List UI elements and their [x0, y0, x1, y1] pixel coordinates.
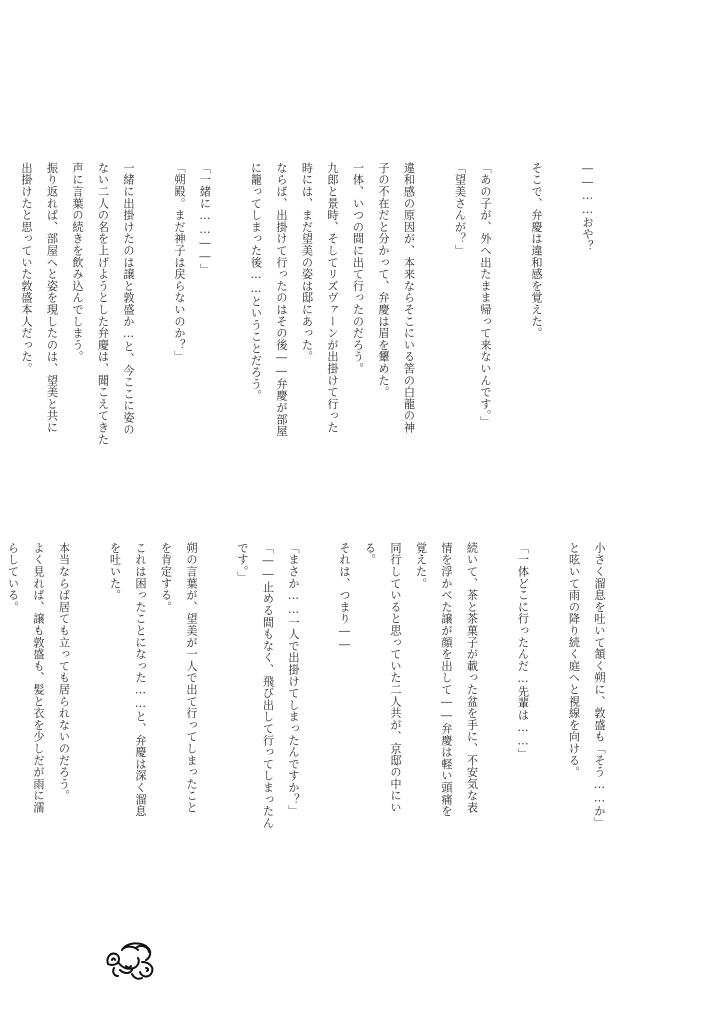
text-line	[549, 162, 575, 502]
text-line: に籠ってしまった後……ということだろう。	[249, 162, 263, 402]
text-line: 出掛けたと思っていた敦盛本人だった。	[20, 162, 33, 375]
text-line: 朔の言葉が、望美が一人で出て行ってしまったこと	[185, 542, 198, 814]
text-line: よく見れば、譲も敦盛も、髪と衣を少しだが雨に濡	[32, 542, 45, 814]
text-line	[141, 162, 167, 502]
text-block-top	[14, 162, 601, 502]
text-block-bottom	[0, 542, 612, 942]
text-line	[204, 542, 230, 942]
text-line	[77, 542, 103, 942]
text-line: 「一緒に……――」	[198, 162, 212, 276]
text-line: 九郎と景時、そしてリズヴァーンが出掛けて行った	[326, 162, 339, 434]
text-line: これは困ったことになった……と、弁慶は深く溜息	[134, 542, 147, 817]
text-line: と呟いて雨の降り続く庭へと視線を向ける。	[567, 542, 581, 778]
text-line: そこで、弁慶は違和感を覚えた。	[530, 162, 543, 339]
text-line	[498, 162, 524, 502]
text-line	[485, 542, 511, 942]
text-line: 時には、まだ望美の姿は邸にあった。	[300, 162, 314, 363]
text-line: 違和感の原因が、本来ならそこにいる筈の白龍の神	[402, 162, 416, 434]
text-line	[422, 162, 448, 502]
text-line: 一緒に出掛けたのは譲と敦盛か…と、今ここに姿の	[122, 162, 135, 436]
text-line: ない二人の名を上げようとした弁慶は、聞こえてきた	[96, 162, 110, 446]
text-line: 「まさか……一人で出掛けてしまったんですか？」	[287, 542, 300, 817]
text-line: それは、つまり――	[338, 542, 351, 652]
text-line	[536, 542, 562, 942]
page-number-doodle-icon	[102, 938, 160, 984]
text-line: 振り返れば、部屋へと姿を現したのは、望美と共に	[45, 162, 59, 434]
text-line	[218, 162, 244, 502]
text-line: 本当ならば居ても立っても居られないのだろう。	[57, 542, 71, 802]
text-line: 「望美さんが？」	[453, 162, 467, 257]
text-line: 続いて、茶と茶菓子が載った盆を手に、不安気な表	[465, 542, 479, 814]
text-line	[306, 542, 332, 942]
text-line: 子の不在だと分かって、弁慶は眉を顰めた。	[377, 162, 390, 398]
text-line: 小さく溜息を吐いて頷く朔に、敦盛も「そう……か」	[593, 542, 606, 829]
text-line: 声に言葉の続きを飲み込んでしまう。	[71, 162, 84, 363]
text-line: を吐いた。	[108, 542, 122, 601]
text-line: ならば、出掛けて行ったのはその後――弁慶が部屋	[275, 162, 288, 437]
text-line: る。	[363, 542, 377, 566]
text-line: 「朔殿。まだ神子は戻らないのか？」	[173, 162, 186, 363]
text-line: 一体、いつの間に出て行ったのだろう。	[351, 162, 365, 375]
text-line: です。」	[236, 542, 249, 584]
text-line: 「あの子が、外へ出たまま帰って来ないんです。」	[479, 162, 492, 428]
text-line: らしている。	[6, 542, 20, 613]
text-line: 覚えた。	[414, 542, 428, 590]
text-line: 同行していると思っていた二人共が、京邸の中にい	[389, 542, 402, 814]
text-line: 「――止める間もなく、飛び出して行ってしまったん	[261, 542, 275, 829]
text-line: ――……おや？	[581, 162, 594, 252]
text-line: を肯定する。	[159, 542, 173, 613]
text-line: 「一体どこに行ったんだ…先輩は……」	[516, 542, 530, 760]
text-line: 情を浮かべた譲が顔を出して――弁慶は軽い頭痛を	[440, 542, 453, 817]
